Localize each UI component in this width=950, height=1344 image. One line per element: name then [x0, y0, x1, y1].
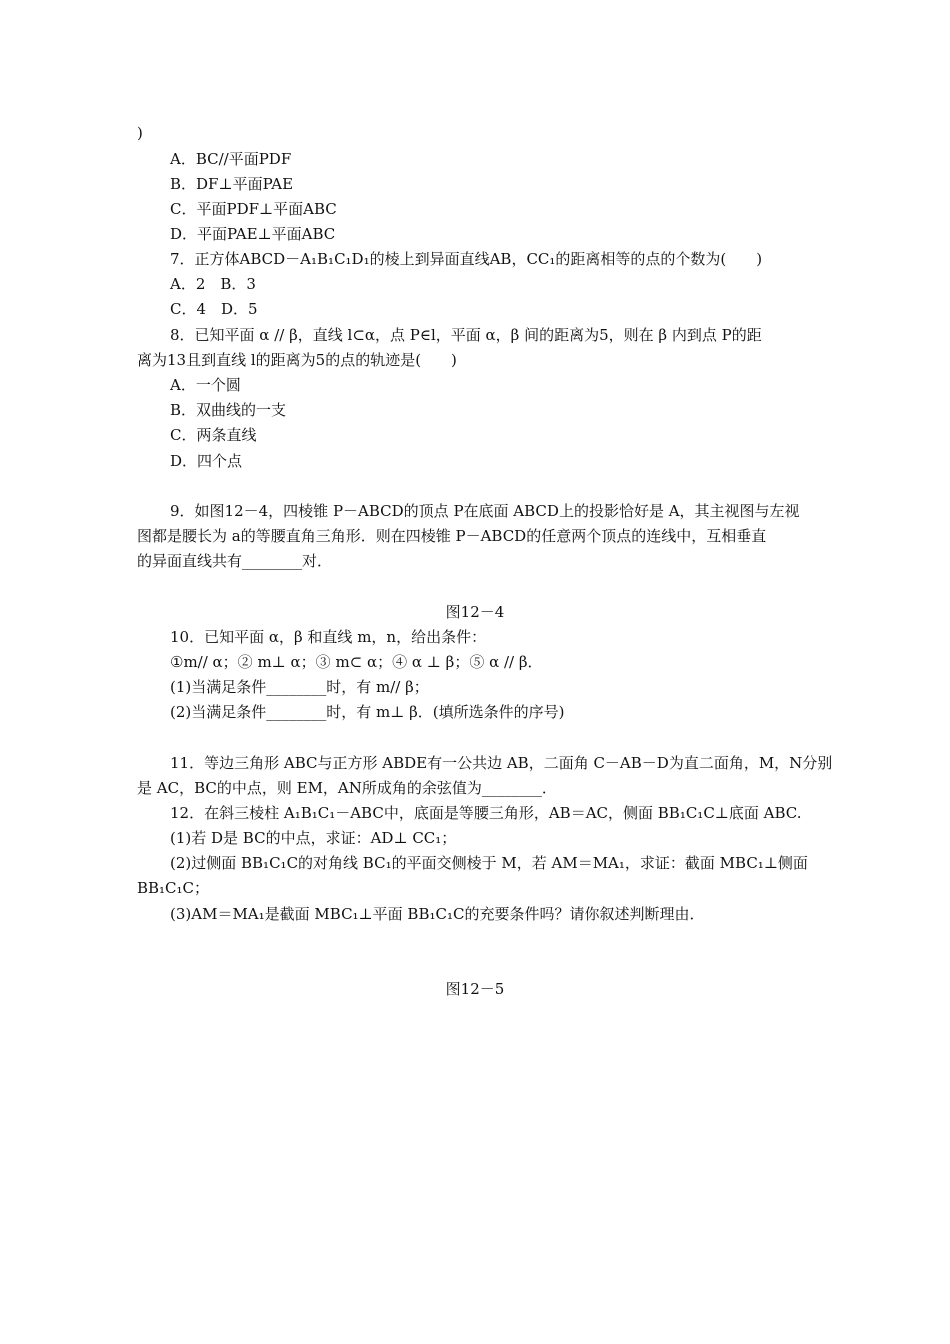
q7-stem: 7．正方体ABCD－A₁B₁C₁D₁的棱上到异面直线AB，CC₁的距离相等的点的个数为( ) — [170, 250, 763, 268]
q12-part3: (3)AM＝MA₁是截面 MBC₁⊥平面 BB₁C₁C的充要条件吗？请你叙述判断理由． — [170, 905, 705, 923]
q8-option-d: D．四个点 — [170, 452, 243, 470]
q10-part2: (2)当满足条件________时，有 m⊥ β．(填所选条件的序号) — [170, 703, 565, 721]
q8-stem-line2: 离为13且到直线 l的距离为5的点的轨迹是( ) — [137, 351, 457, 369]
q7-options-row2: C．4 D．5 — [170, 300, 258, 318]
q10-part1: (1)当满足条件________时，有 m// β； — [170, 678, 429, 696]
q8-option-a: A．一个圆 — [170, 376, 241, 394]
q12-part2-line1: (2)过侧面 BB₁C₁C的对角线 BC₁的平面交侧棱于 M，若 AM＝MA₁，求证：截面 MBC₁⊥侧面 — [170, 854, 808, 872]
figure-caption-12-4: 图12－4 — [445, 603, 505, 621]
q12-part1: (1)若 D是 BC的中点，求证：AD⊥ CC₁； — [170, 829, 457, 847]
q6-stem-tail: ) — [137, 124, 143, 142]
q6-option-c: C．平面PDF⊥平面ABC — [170, 200, 337, 218]
q10-stem: 10．已知平面 α，β 和直线 m，n，给出条件： — [170, 628, 487, 646]
q9-line3: 的异面直线共有________对． — [137, 552, 333, 570]
q12-part2-line2: BB₁C₁C； — [137, 879, 210, 897]
q10-conditions: ①m// α；② m⊥ α；③ m⊂ α；④ α ⊥ β；⑤ α // β． — [170, 653, 543, 671]
q9-line2: 图都是腰长为 a的等腰直角三角形．则在四棱锥 P－ABCD的任意两个顶点的连线中，互相垂直 — [137, 527, 767, 545]
q11-line2: 是 AC，BC的中点，则 EM，AN所成角的余弦值为________． — [137, 779, 557, 797]
q8-option-b: B．双曲线的一支 — [170, 401, 287, 419]
figure-caption-12-5: 图12－5 — [445, 980, 505, 998]
q8-stem-line1: 8．已知平面 α // β，直线 l⊂α，点 P∈l，平面 α，β 间的距离为5，则在 β 内到点 P的距 — [170, 326, 762, 344]
q11-line1: 11．等边三角形 ABC与正方形 ABDE有一公共边 AB，二面角 C－AB－D为直二面角，M，N分别 — [170, 754, 833, 772]
q6-option-a: A．BC//平面PDF — [170, 150, 292, 168]
q7-options-row1: A．2 B．3 — [170, 275, 256, 293]
q6-option-d: D．平面PAE⊥平面ABC — [170, 225, 336, 243]
q9-line1: 9．如图12－4，四棱锥 P－ABCD的顶点 P在底面 ABCD上的投影恰好是 A，其主视图与左视 — [170, 502, 800, 520]
q6-option-b: B．DF⊥平面PAE — [170, 175, 294, 193]
q12-stem: 12．在斜三棱柱 A₁B₁C₁－ABC中，底面是等腰三角形，AB＝AC，侧面 BB₁C₁C⊥底面 ABC. — [170, 804, 802, 822]
q8-option-c: C．两条直线 — [170, 426, 257, 444]
